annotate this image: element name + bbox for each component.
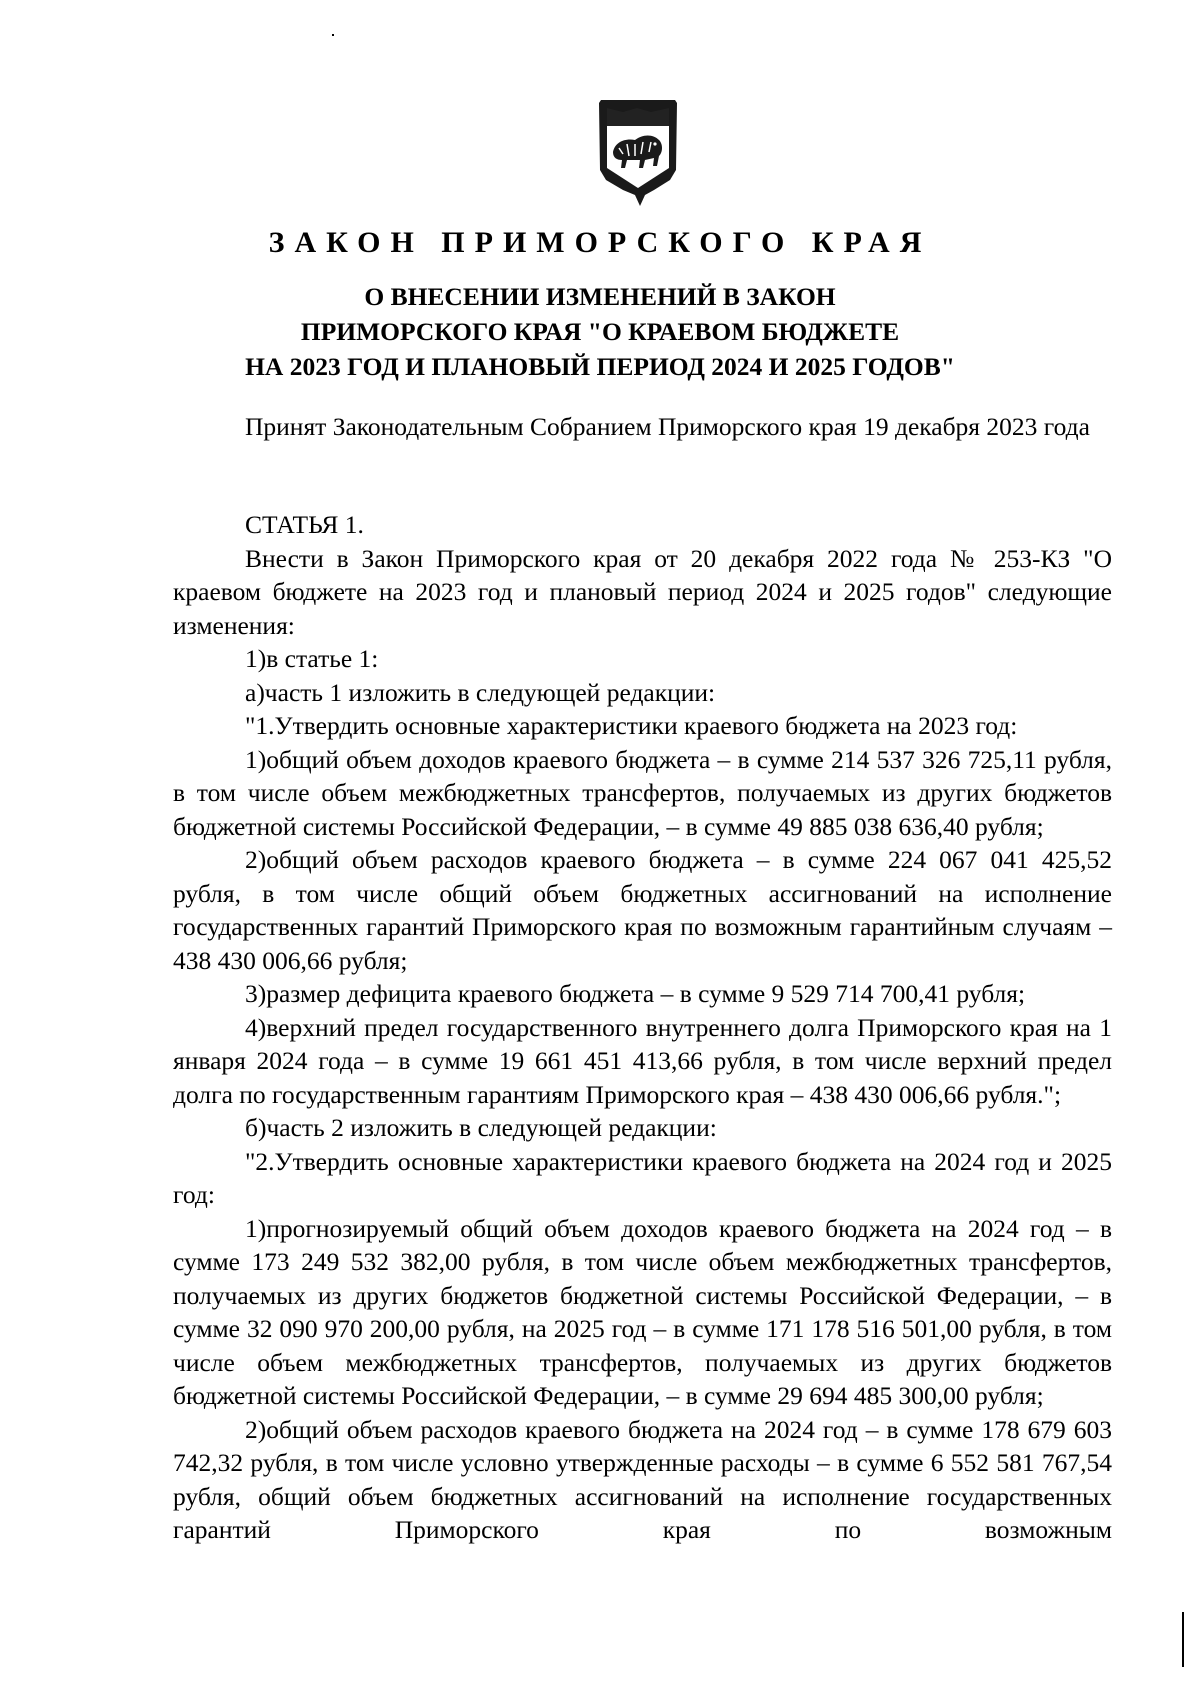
subtitle-line: НА 2023 ГОД И ПЛАНОВЫЙ ПЕРИОД 2024 И 2025 ГОДОВ": [245, 352, 955, 381]
scan-artifact: [1182, 1612, 1184, 1667]
paragraph: "2.Утвердить основные характеристики краевого бюджета на 2024 год и 2025 год:: [173, 1146, 1112, 1209]
paragraph: 2)общий объем расходов краевого бюджета на 2024 год – в сумме 178 679 603 742,32 рубля, в том числе условно утвержденные расходы – в сумме 6 552 581 767,54 рубля, общий объем бюджетных ассигнований на исполнение государственных гарантий Приморского края по возможным: [173, 1414, 1112, 1544]
article-heading: СТАТЬЯ 1.: [245, 510, 364, 539]
paragraph: 1)прогнозируемый общий объем доходов краевого бюджета на 2024 год – в сумме 173 249 532 382,00 рубля, в том числе объем межбюджетных трансфертов, получаемых из других бюджетов бюджетной системы Российской Федерации, – в сумме 32 090 970 200,00 рубля, на 2025 год – в сумме 171 178 516 501,00 рубля, в том числе объем межбюджетных трансфертов, получаемых из других бюджетов бюджетной системы Российской Федерации, – в сумме 29 694 485 300,00 рубля;: [173, 1213, 1112, 1410]
law-title: ЗАКОН ПРИМОРСКОГО КРАЯ: [268, 226, 932, 259]
paragraph: "1.Утвердить основные характеристики краевого бюджета на 2023 год:: [245, 711, 1018, 740]
paragraph: а)часть 1 изложить в следующей редакции:: [245, 677, 716, 707]
paragraph: б)часть 2 изложить в следующей редакции:: [245, 1113, 717, 1142]
subtitle-line: О ВНЕСЕНИИ ИЗМЕНЕНИЙ В ЗАКОН: [364, 282, 836, 311]
scan-artifact: [332, 34, 334, 36]
adoption-note-block: [173, 410, 1112, 444]
paragraph: 1)общий объем доходов краевого бюджета – в сумме 214 537 326 725,11 рубля, в том числе объем межбюджетных трансфертов, получаемых из других бюджетов бюджетной системы Российской Федерации, – в сумме 49 885 038 636,40 рубля;: [173, 744, 1112, 841]
paragraph: 3)размер дефицита краевого бюджета – в сумме 9 529 714 700,41 рубля;: [245, 979, 1026, 1008]
article-1: [173, 508, 1112, 1547]
paragraph: 2)общий объем расходов краевого бюджета – в сумме 224 067 041 425,52 рубля, в том числе общий объем бюджетных ассигнований на исполнение государственных гарантий Приморского края по возможным гарантийным случаям – 438 430 006,66 рубля;: [173, 845, 1112, 975]
adoption-note: Принят Законодательным Собранием Приморского края 19 декабря 2023 года: [245, 412, 1090, 441]
paragraph: Внести в Закон Приморского края от 20 декабря 2022 года № 253-КЗ "О краевом бюджете на 2023 год и плановый период 2024 и 2025 годов" следующие изменения:: [173, 543, 1112, 640]
subtitle-line: ПРИМОРСКОГО КРАЯ "О КРАЕВОМ БЮДЖЕТЕ: [300, 317, 900, 346]
coat-of-arms-emblem: [597, 100, 679, 208]
paragraph: 4)верхний предел государственного внутреннего долга Приморского края на 1 января 2024 года – в сумме 19 661 451 413,66 рубля, в том числе верхний предел долга по государственным гарантиям Приморского края – 438 430 006,66 рубля.";: [173, 1012, 1112, 1109]
law-subtitle: [0, 279, 1200, 384]
paragraph: 1)в статье 1:: [245, 644, 379, 673]
